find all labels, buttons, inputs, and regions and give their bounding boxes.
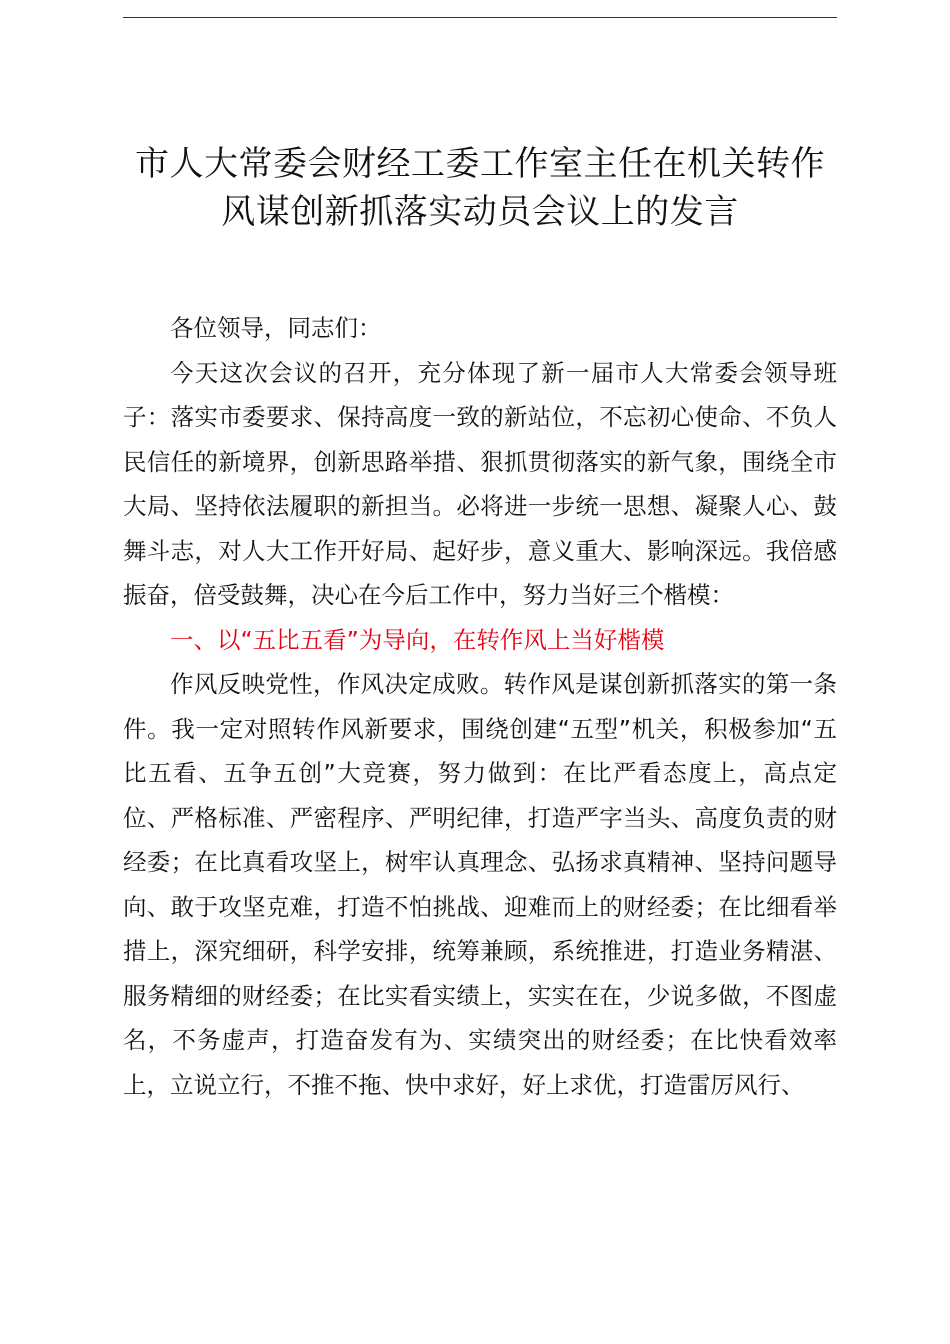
paragraph-2: 作风反映党性，作风决定成败。转作风是谋创新抓落实的第一条件。我一定对照转作风新要求，围绕创建“五型”机关，积极参加“五比五看、五争五创”大竞赛，努力做到：在比严看态度上，高点定位、严格标准、严密程序、严明纪律，打造严字当头、高度负责的财经委；在比真看攻坚上，树牢认真理念、弘扬求真精神、坚持问题导向、敢于攻坚克难，打造不怕挑战、迎难而上的财经委；在比细看举措上，深究细研，科学安排，统筹兼顾，系统推进，打造业务精湛、服务精细的财经委；在比实看实绩上，实实在在，少说多做，不图虚名，不务虚声，打造奋发有为、实绩突出的财经委；在比快看效率上，立说立行，不推不拖、快中求好，好上求优，打造雷厉风行、 bbox=[123, 670, 837, 1099]
title-line-1: 市人大常委会财经工委工作室主任在机关转作 bbox=[135, 144, 825, 184]
section-1-heading: 一、以“五比五看”为导向，在转作风上当好楷模 bbox=[170, 625, 665, 654]
title-line-2: 风谋创新抓落实动员会议上的发言 bbox=[221, 192, 739, 232]
salutation: 各位领导，同志们： bbox=[170, 314, 382, 342]
header-rule bbox=[123, 17, 837, 18]
document-body bbox=[123, 306, 837, 1107]
document-title bbox=[100, 140, 860, 236]
paragraph-1: 今天这次会议的召开，充分体现了新一届市人大常委会领导班子：落实市委要求、保持高度一致的新站位，不忘初心使命、不负人民信任的新境界，创新思路举措、狠抓贯彻落实的新气象，围绕全市大局、坚持依法履职的新担当。必将进一步统一思想、凝聚人心、鼓舞斗志，对人大工作开好局、起好步，意义重大、影响深远。我倍感振奋，倍受鼓舞，决心在今后工作中，努力当好三个楷模： bbox=[123, 358, 837, 609]
